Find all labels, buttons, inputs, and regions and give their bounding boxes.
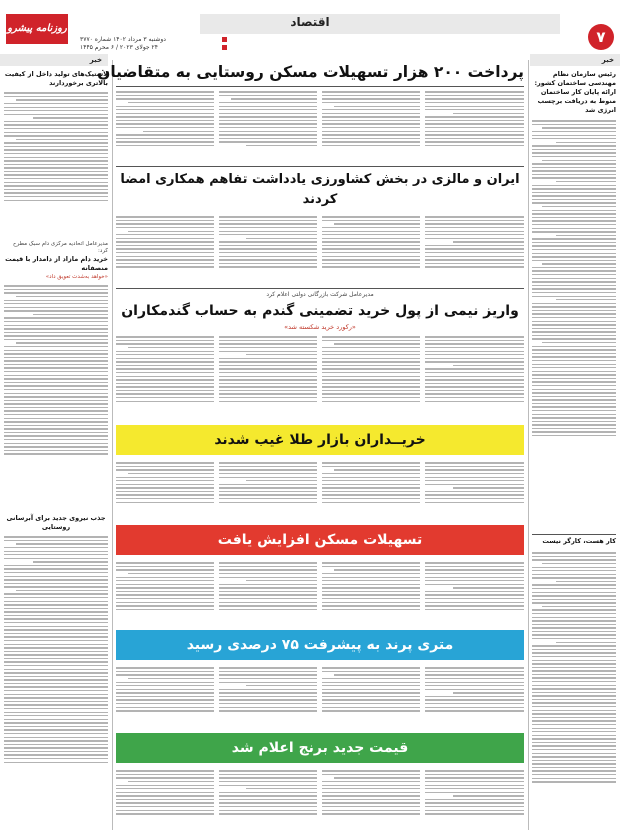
right-column: [532, 70, 616, 830]
subtitle-3: «رکورد خرید شکسته شد»: [284, 323, 356, 331]
divider: [116, 288, 524, 289]
kicker-3: مدیرعامل شرکت بازرگانی دولتی اعلام کرد: [266, 291, 374, 298]
masthead: [0, 0, 620, 52]
divider: [116, 166, 524, 167]
article-body: [219, 334, 317, 422]
article-body: [532, 118, 616, 528]
article-body: [322, 214, 420, 286]
right-column-label: خبر: [530, 54, 620, 66]
banner-housing-loans-title: تسهیلات مسکن افزایش یافت: [217, 532, 423, 548]
article-body: [116, 768, 214, 830]
divider: [116, 86, 524, 87]
article-body: [219, 460, 317, 518]
column-divider: [528, 60, 529, 830]
main-headline-2: ایران و مالزی در بخش کشاورزی یادداشت تفاهم همکاری امضا کردند: [120, 172, 520, 207]
article-body: [219, 560, 317, 626]
left-item3-title: جذب نیروی جدید برای آبرسانی روستایی: [6, 514, 106, 531]
article-body: [425, 460, 524, 518]
banner-housing-loans: [116, 525, 524, 555]
banner-parand-meter-title: متری پرند به پیشرفت ۷۵ درصدی رسید: [186, 637, 454, 653]
banner-parand-meter: [116, 630, 524, 660]
article-body: [322, 665, 420, 729]
article-body: [116, 214, 214, 286]
article-body: [322, 334, 420, 422]
article-body: [322, 460, 420, 518]
article-body: [219, 89, 317, 164]
article-body: [219, 768, 317, 830]
red-dot: [222, 37, 227, 42]
column-divider: [112, 60, 113, 830]
red-dot: [222, 45, 227, 50]
left-item2-title: خرید دام مازاد از دامدار با قیمت منصفانه: [5, 255, 108, 272]
banner-rice-price: [116, 733, 524, 763]
article-body: [116, 560, 214, 626]
article-body: [4, 90, 108, 235]
article-body: [322, 768, 420, 830]
right-column-title: رئیس سازمان نظام مهندسی ساختمان کشور: ارائه پایان کار ساختمان منوط به دریافت برچسب انرژی شد: [534, 70, 616, 114]
box-title: کار هست، کارگر نیست: [532, 534, 616, 547]
article-body: [532, 550, 616, 837]
banner-gold-market-title: خریــداران بازار طلا غیب شدند: [214, 432, 426, 448]
article-body: [425, 768, 524, 830]
article-body: [116, 665, 214, 729]
article-body: [322, 89, 420, 164]
article-body: [322, 560, 420, 626]
page-number-badge: ۷: [588, 24, 614, 50]
left-column-label: خبر: [0, 54, 108, 66]
date-line-1: دوشنبه ۳ مرداد ۱۴۰۲ شماره ۳۷۷۰: [80, 36, 166, 43]
main-headline-1: پرداخت ۲۰۰ هزار تسهیلات مسکن روستایی به متقاضیان: [97, 63, 524, 81]
logo: روزنامه پیشرو: [6, 14, 68, 44]
article-body: [116, 460, 214, 518]
article-body: [116, 89, 214, 164]
date-line-2: ۲۴ جولای ۲۰۲۳ / ۶ محرم ۱۴۴۵: [80, 44, 158, 51]
section-title: اقتصاد: [290, 15, 330, 29]
banner-gold-market: [116, 425, 524, 455]
article-body: [4, 283, 108, 508]
article-body: [425, 665, 524, 729]
left-item2-subtitle: «خواهد به‌شدت تعویق داد»: [45, 274, 108, 280]
article-body: [425, 214, 524, 286]
article-body: [4, 534, 108, 834]
banner-rice-price-title: قیمت جدید برنج اعلام شد: [231, 740, 409, 756]
article-body: [116, 334, 214, 422]
left-column: [4, 70, 108, 830]
left-item1-title: لاستیک‌های تولید داخل از کیفیت بالاتری برخوردارند: [4, 70, 108, 87]
left-item2-kicker: مدیرعامل اتحادیه مرکزی دام سبک مطرح کرد:: [13, 241, 108, 254]
section-bar: [200, 14, 560, 34]
main-headline-3: واریز نیمی از پول خرید تضمینی گندم به حساب گندمکاران: [121, 303, 519, 319]
article-body: [425, 334, 524, 422]
article-body: [219, 665, 317, 729]
article-body: [425, 560, 524, 626]
article-body: [219, 214, 317, 286]
article-body: [425, 89, 524, 164]
